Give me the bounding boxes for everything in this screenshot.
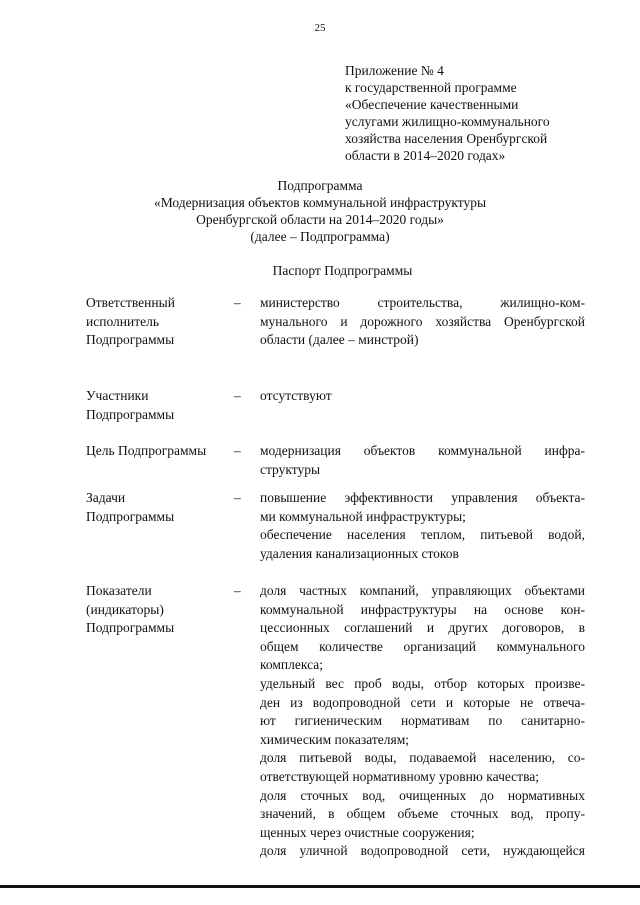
subprogram-title-line: «Модернизация объектов коммунальной инфраструктуры [153, 195, 487, 210]
row-label-line: Подпрограммы [86, 620, 175, 636]
row-value-line: ют гигиеническим нормативам по санитарно- [260, 713, 585, 729]
row-value-line: области (далее – минстрой) [260, 332, 419, 348]
row-value-line: комплекса; [260, 657, 323, 673]
appendix-line: Приложение № 4 [345, 63, 444, 78]
row-value-line: ден из водопроводной сети и которые не отвеча- [260, 694, 585, 710]
row-label-line: Показатели [86, 583, 152, 598]
passport-row-participants [86, 387, 586, 442]
appendix-line: хозяйства населения Оренбургской [345, 131, 548, 146]
row-label-line: исполнитель [86, 313, 159, 329]
row-value-line: коммунальной инфраструктуры на основе кон- [260, 601, 585, 617]
row-label-line: (индикаторы) [86, 601, 164, 617]
subprogram-title [0, 177, 640, 245]
row-label [86, 294, 234, 387]
row-value-line: удельный вес проб воды, отбор которых произве- [260, 675, 585, 691]
subprogram-title-line: (далее – Подпрограмма) [250, 229, 390, 244]
row-label [86, 442, 234, 489]
passport-row-responsible [86, 294, 586, 387]
row-value [260, 294, 585, 387]
row-value-line: мунального и дорожного хозяйства Оренбургской [260, 313, 585, 329]
row-value-line: ответствующей нормативному уровню качества; [260, 768, 540, 784]
row-value-line: цессионных соглашений и других договоров, в [260, 620, 585, 636]
row-label-line: Цель Подпрограммы [86, 443, 207, 458]
row-label [86, 489, 234, 582]
row-label-line: Участники [86, 388, 149, 403]
page-number: 25 [314, 22, 326, 34]
row-value [260, 489, 585, 582]
passport-table [86, 294, 586, 861]
row-value-line: министерство строительства, жилищно-ком- [260, 295, 585, 310]
row-label-line: Подпрограммы [86, 508, 175, 524]
row-label [86, 387, 234, 442]
subprogram-title-line: Подпрограмма [277, 178, 363, 193]
row-value-line: доля частных компаний, управляющих объектами [260, 583, 585, 598]
row-label-line: Подпрограммы [86, 332, 175, 348]
passport-row-indicators [86, 582, 586, 861]
row-value [260, 387, 585, 442]
row-label-line: Ответственный [86, 295, 175, 310]
row-value [260, 442, 585, 489]
row-value-line: химическим показателям; [260, 731, 409, 747]
row-value-line: щенных через очистные сооружения; [260, 824, 475, 840]
appendix-line: к государственной программе [345, 80, 517, 95]
row-value-line: модернизация объектов коммунальной инфра- [260, 443, 585, 458]
row-label [86, 582, 234, 861]
row-dash: – [234, 490, 241, 505]
row-dash: – [234, 583, 241, 598]
appendix-line: «Обеспечение качественными [345, 97, 519, 112]
row-value-line: структуры [260, 461, 321, 477]
row-label-line: Задачи [86, 490, 126, 505]
appendix-line: услугами жилищно-коммунального [345, 114, 550, 129]
appendix-line: области в 2014–2020 годах» [345, 148, 506, 163]
subprogram-title-line: Оренбургской области на 2014–2020 годы» [196, 212, 444, 227]
row-value-line: удаления канализационных стоков [260, 545, 459, 561]
passport-title: Паспорт Подпрограммы [272, 263, 413, 278]
appendix-header [345, 62, 610, 164]
row-value-line: повышение эффективности управления объекта- [260, 490, 585, 505]
row-value-line: значений, в общем объеме сточных вод, пропу- [260, 806, 585, 822]
page-bottom-rule [0, 885, 640, 888]
passport-row-goal [86, 442, 586, 489]
row-dash: – [234, 388, 241, 403]
row-value-line: доля сточных вод, очищенных до нормативных [260, 787, 585, 803]
row-dash: – [234, 295, 241, 310]
row-value-line: доля питьевой воды, подаваемой населению, со- [260, 750, 585, 766]
row-value-line: ми коммунальной инфраструктуры; [260, 508, 466, 524]
row-value-line: общем количестве организаций коммунального [260, 638, 585, 654]
row-value [260, 582, 585, 861]
row-value-line: отсутствуют [260, 388, 332, 403]
row-value-line: доля уличной водопроводной сети, нуждающейся [260, 843, 585, 859]
row-value-line: обеспечение населения теплом, питьевой водой, [260, 527, 585, 543]
passport-row-tasks [86, 489, 586, 582]
row-label-line: Подпрограммы [86, 406, 175, 422]
row-dash: – [234, 443, 241, 458]
